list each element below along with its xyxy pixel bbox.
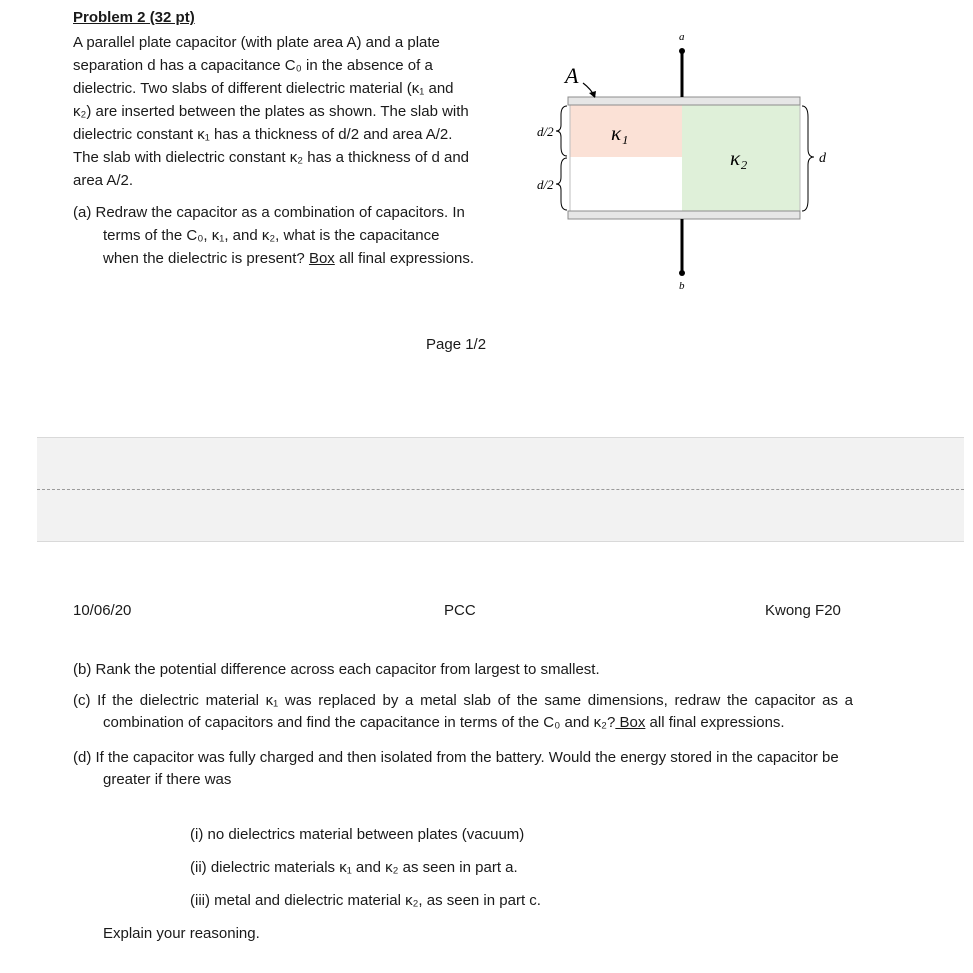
capacitor-diagram <box>525 25 845 300</box>
terminal-a-label: a <box>679 31 685 43</box>
d-label: d <box>819 151 826 166</box>
intro-line-1: A parallel plate capacitor (with plate area A) and a plate <box>73 34 440 51</box>
part-a-box-word: Box <box>308 250 335 267</box>
question-d-option-i: (i) no dielectrics material between plates (vacuum) <box>190 826 525 843</box>
question-c-post: all final expressions. <box>645 714 785 731</box>
intro-line-6: The slab with dielectric constant κ₂ has a thickness of d and <box>73 149 470 166</box>
intro-line-7: area A/2. <box>73 172 134 189</box>
footer-center: PCC <box>444 602 476 619</box>
part-a-line-3-post: all final expressions. <box>334 250 475 267</box>
bottom-plate <box>568 211 800 219</box>
d-half-top-label: d/2 <box>537 124 554 139</box>
k1-label: κ₁ <box>611 121 629 145</box>
page-number: Page 1/2 <box>426 336 487 353</box>
top-plate <box>568 97 800 105</box>
part-a-line-1: (a) Redraw the capacitor as a combination of capacitors. In <box>73 204 465 221</box>
footer-right: Kwong F20 <box>765 602 841 619</box>
d-half-bottom-label: d/2 <box>537 177 554 192</box>
part-a-line-2: terms of the C₀, κ₁, and κ₂, what is the capacitance <box>103 227 440 244</box>
question-d-option-ii: (ii) dielectric materials κ₁ and κ₂ as seen in part a. <box>190 859 518 876</box>
question-b: (b) Rank the potential difference across each capacitor from largest to smallest. <box>73 661 600 678</box>
intro-line-2: separation d has a capacitance C₀ in the absence of a <box>73 57 433 74</box>
part-a-line-3-pre: when the dielectric is present? <box>103 250 309 267</box>
question-c-box-word: Box <box>615 714 646 731</box>
d-half-top-brace <box>556 106 567 156</box>
part-a-line-3 <box>73 247 523 270</box>
terminal-b-label: b <box>679 280 685 292</box>
explain-reasoning: Explain your reasoning. <box>103 925 260 942</box>
footer-date: 10/06/20 <box>73 602 132 619</box>
page-break-dashed-line <box>37 489 964 490</box>
problem-intro <box>73 31 523 192</box>
question-d-option-iii: (iii) metal and dielectric material κ₂, as seen in part c. <box>190 892 541 909</box>
question-d: (d) If the capacitor was fully charged and then isolated from the battery. Would the energy stored in the capacitor be greater if there was <box>73 748 839 788</box>
questions-block <box>73 659 853 800</box>
question-c-text: (c) If the dielectric material κ₁ was replaced by a metal slab of the same dimensions, redraw the capacitor as a combination of capacitors and find the capacitance in terms of the C₀ and κ₂? <box>73 691 853 731</box>
k2-label: κ₂ <box>730 146 748 170</box>
problem-title: Problem 2 (32 pt) <box>73 9 195 26</box>
intro-line-4: κ₂) are inserted between the plates as shown. The slab with <box>73 103 469 120</box>
terminal-b-dot <box>679 270 685 276</box>
intro-line-3: dielectric. Two slabs of different dielectric material (κ₁ and <box>73 80 454 97</box>
d-half-bottom-brace <box>556 158 567 210</box>
area-label: A <box>565 63 579 88</box>
intro-line-5: dielectric constant κ₁ has a thickness of d/2 and area A/2. <box>73 126 453 143</box>
terminal-a-dot <box>679 48 685 54</box>
question-c <box>73 690 853 735</box>
d-brace <box>802 106 814 211</box>
part-a <box>73 201 523 270</box>
